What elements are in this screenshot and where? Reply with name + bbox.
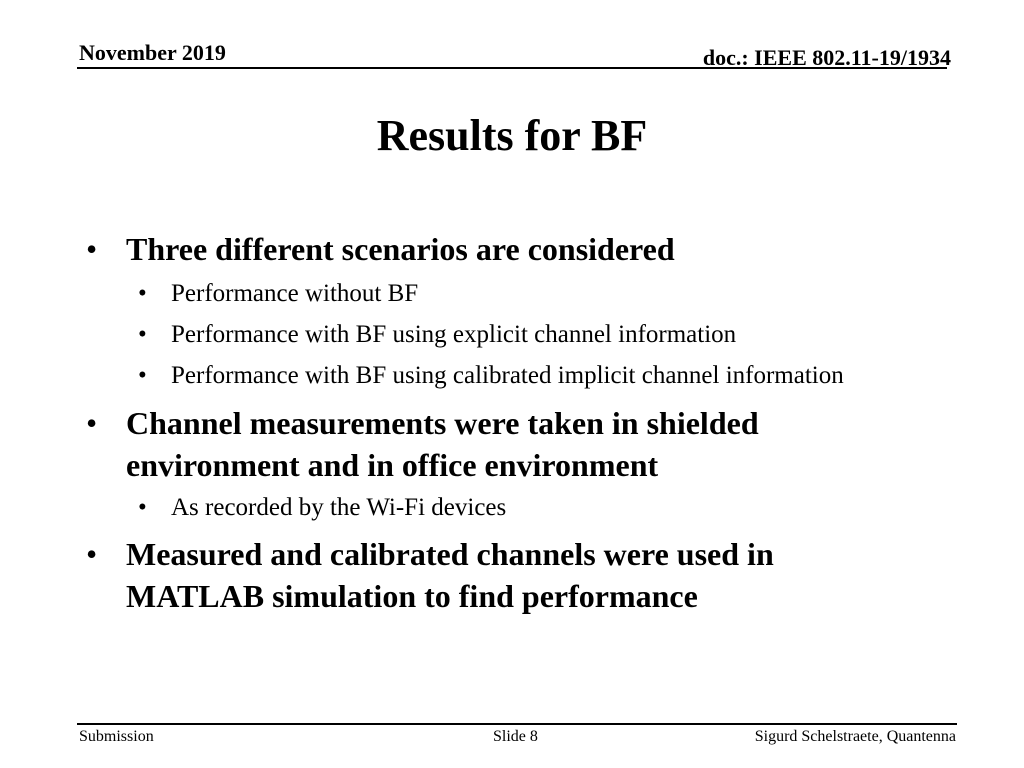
bullet-item (86, 533, 866, 617)
bullet-icon: • (138, 362, 147, 389)
bullet-item (86, 402, 866, 486)
footer-author: Sigurd Schelstraete, Quantenna (754, 728, 956, 745)
bullet-icon: • (138, 494, 147, 521)
footer-submission: Submission (79, 728, 154, 745)
sub-bullet-text: As recorded by the Wi-Fi devices (171, 494, 507, 521)
bullet-icon: • (86, 231, 98, 267)
bullet-icon: • (86, 405, 98, 441)
bullet-text: Measured and calibrated channels were used in MATLAB simulation to find performance (126, 536, 774, 614)
bullet-text: Channel measurements were taken in shielded environment and in office environment (126, 405, 759, 483)
bullet-icon: • (86, 536, 98, 572)
sub-bullet-item (138, 492, 958, 524)
bullet-icon: • (138, 280, 147, 307)
slide-title: Results for BF (376, 111, 648, 160)
bullet-item (86, 228, 866, 270)
sub-bullet-text: Performance with BF using explicit channel information (171, 321, 737, 348)
sub-bullet-text: Performance without BF (171, 280, 419, 307)
bullet-text: Three different scenarios are considered (126, 231, 675, 267)
sub-bullet-item (138, 360, 958, 392)
sub-bullet-item (138, 319, 958, 351)
header-doc-id: doc.: IEEE 802.11-19/1934 (702, 45, 951, 70)
footer-divider (77, 723, 957, 725)
sub-bullet-text: Performance with BF using calibrated implicit channel information (171, 362, 844, 389)
header-date: November 2019 (79, 40, 226, 65)
bullet-icon: • (138, 321, 147, 348)
footer-slide-number: Slide 8 (493, 728, 538, 745)
sub-bullet-item (138, 278, 958, 310)
